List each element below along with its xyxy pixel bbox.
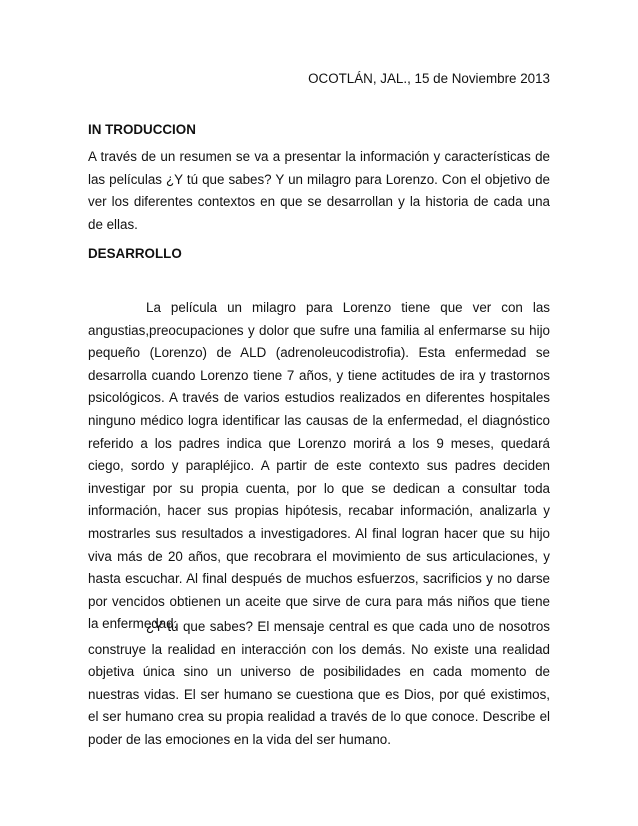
introduction-paragraph: A través de un resumen se va a presentar la información y características de las películas ¿Y tú que sabes? Y un milagro para Lorenzo. Con el objetivo de ver los diferentes contextos en que se desarrollan y la historia de cada una de ellas. xyxy=(88,149,550,232)
introduction-heading: IN TRODUCCION xyxy=(88,122,196,137)
development-paragraph-lorenzo: La película un milagro para Lorenzo tiene que ver con las angustias,preocupaciones y dolor que sufre una familia al enfermarse su hijo pequeño (Lorenzo) de ALD (adrenoleucodistrofia). Esta enfermedad se desarrolla cuando Lorenzo tiene 7 años, y tiene actitudes de ira y trastornos psicológicos. A través de varios estudios realizados en diferentes hospitales ninguno médico logra identificar las causas de la enfermedad, el diagnóstico referido a los padres indica que Lorenzo morirá a los 9 meses, quedará ciego, sordo y parapléjico. A partir de este contexto sus padres deciden investigar por su propia cuenta, por lo que se dedican a consultar toda información, hacer sus propias hipótesis, recabar información, analizarla y mostrarles sus resultados a investigadores. Al final logran hacer que su hijo viva más de 20 años, que recobrara el movimiento de sus articulaciones, y hasta escuchar. Al final después de muchos esfuerzos, sacrificios y no darse por vencidos obtienen un aceite que sirve de cura para más niños que tiene la enfermedad. xyxy=(88,300,550,632)
development-heading: DESARROLLO xyxy=(88,246,182,261)
date-line: OCOTLÁN, JAL., 15 de Noviembre 2013 xyxy=(308,71,550,86)
development-paragraph-y-tu-que-sabes: ¿Y tú que sabes? El mensaje central es que cada uno de nosotros construye la realidad en interacción con los demás. No existe una realidad objetiva única sino un universo de posibilidades en cada momento de nuestras vidas. El ser humano se cuestiona que es Dios, por qué existimos, el ser humano crea su propia realidad a través de lo que conoce. Describe el poder de las emociones en la vida del ser humano. xyxy=(88,619,550,747)
